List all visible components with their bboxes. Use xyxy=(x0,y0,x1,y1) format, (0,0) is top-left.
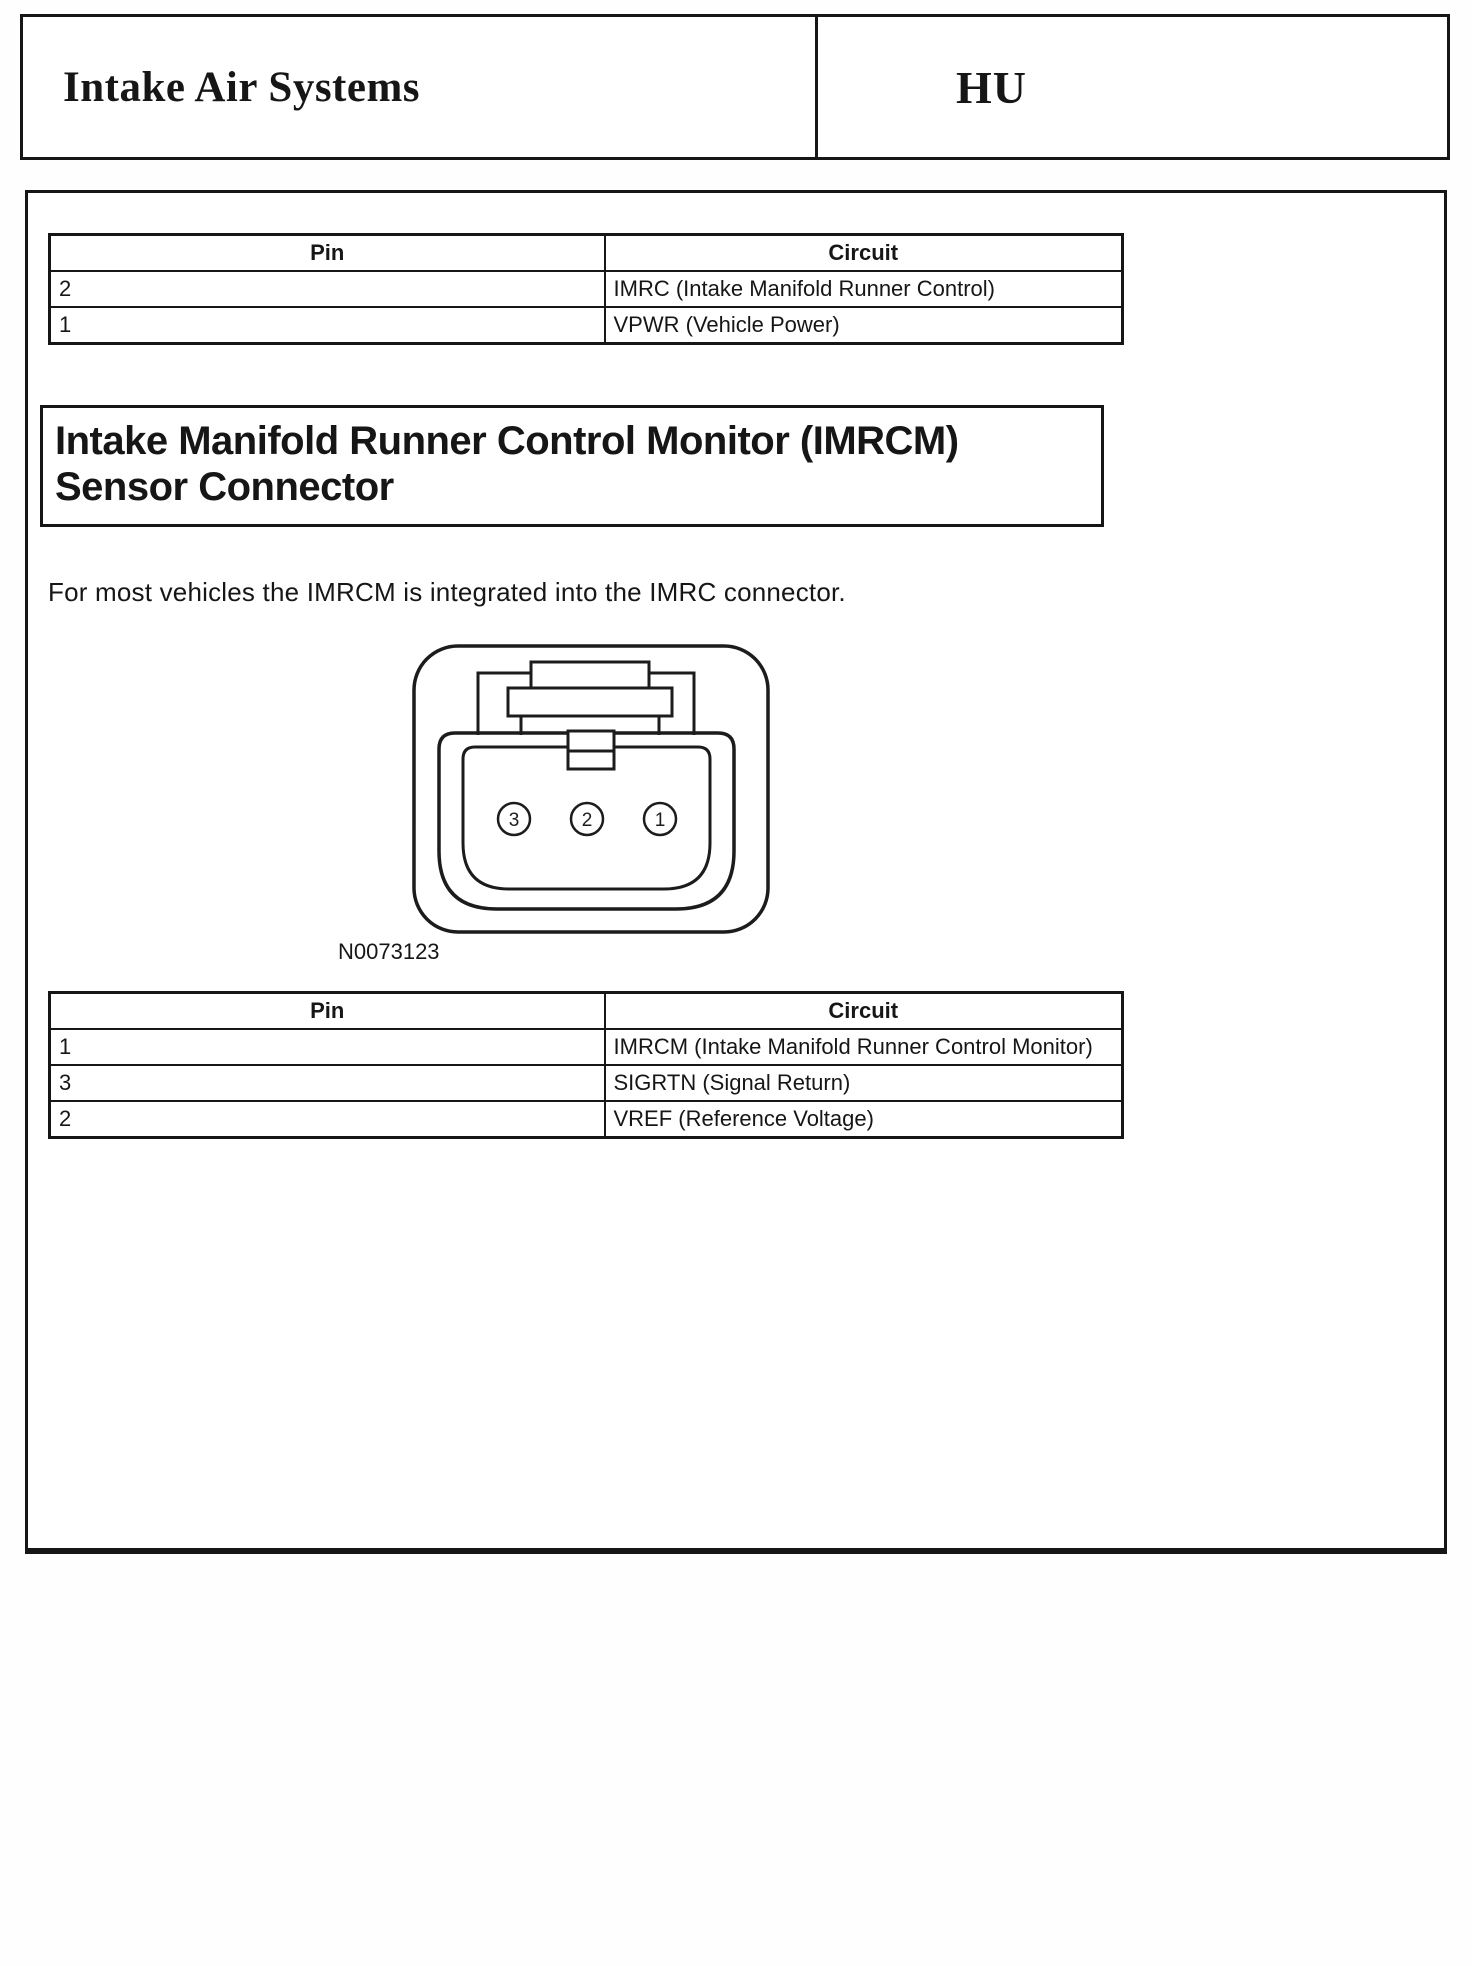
page-title: Intake Air Systems xyxy=(63,63,421,111)
pin-cell: 2 xyxy=(50,271,605,307)
content-frame xyxy=(25,190,1447,1554)
connector-linework xyxy=(414,646,768,932)
pin-1-label: 1 xyxy=(654,810,666,831)
pin-cell: 3 xyxy=(50,1065,605,1101)
connector-diagram xyxy=(411,643,771,935)
connector-pin-labels xyxy=(509,810,666,831)
circuit-cell: SIGRTN (Signal Return) xyxy=(605,1065,1123,1101)
circuit-cell: VREF (Reference Voltage) xyxy=(605,1101,1123,1138)
column-header-circuit: Circuit xyxy=(605,993,1123,1030)
connector-latch-base xyxy=(508,688,672,716)
circuit-cell: IMRC (Intake Manifold Runner Control) xyxy=(605,271,1123,307)
imrcm-pin-table xyxy=(48,991,1124,1139)
table-row xyxy=(50,307,1123,344)
pin-2-label: 2 xyxy=(581,810,593,831)
section-code: HU xyxy=(956,61,1027,113)
column-header-pin: Pin xyxy=(50,993,605,1030)
figure-id: N0073123 xyxy=(338,939,440,964)
table-header-row xyxy=(50,993,1123,1030)
section-title-line-2: Sensor Connector xyxy=(55,465,394,509)
pin-cell: 2 xyxy=(50,1101,605,1138)
table-row xyxy=(50,1101,1123,1138)
pin-cell: 1 xyxy=(50,1029,605,1065)
pin-cell: 1 xyxy=(50,307,605,344)
section-title-line-1: Intake Manifold Runner Control Monitor (IMRCM) xyxy=(55,419,959,463)
circuit-cell: IMRCM (Intake Manifold Runner Control Monitor) xyxy=(605,1029,1123,1065)
section-title-box xyxy=(40,405,1104,527)
table-row xyxy=(50,1029,1123,1065)
pin-3-label: 3 xyxy=(508,810,520,831)
imrc-pin-table xyxy=(48,233,1124,345)
circuit-cell: VPWR (Vehicle Power) xyxy=(605,307,1123,344)
table-header-row xyxy=(50,235,1123,272)
header-code-cell xyxy=(815,17,1447,157)
connector-latch-tab xyxy=(531,662,649,688)
page-header xyxy=(20,14,1450,160)
column-header-pin: Pin xyxy=(50,235,605,272)
column-header-circuit: Circuit xyxy=(605,235,1123,272)
table-row xyxy=(50,1065,1123,1101)
header-title-cell xyxy=(23,17,815,157)
section-body-text: For most vehicles the IMRCM is integrated into the IMRC connector. xyxy=(48,577,846,607)
table-row xyxy=(50,271,1123,307)
